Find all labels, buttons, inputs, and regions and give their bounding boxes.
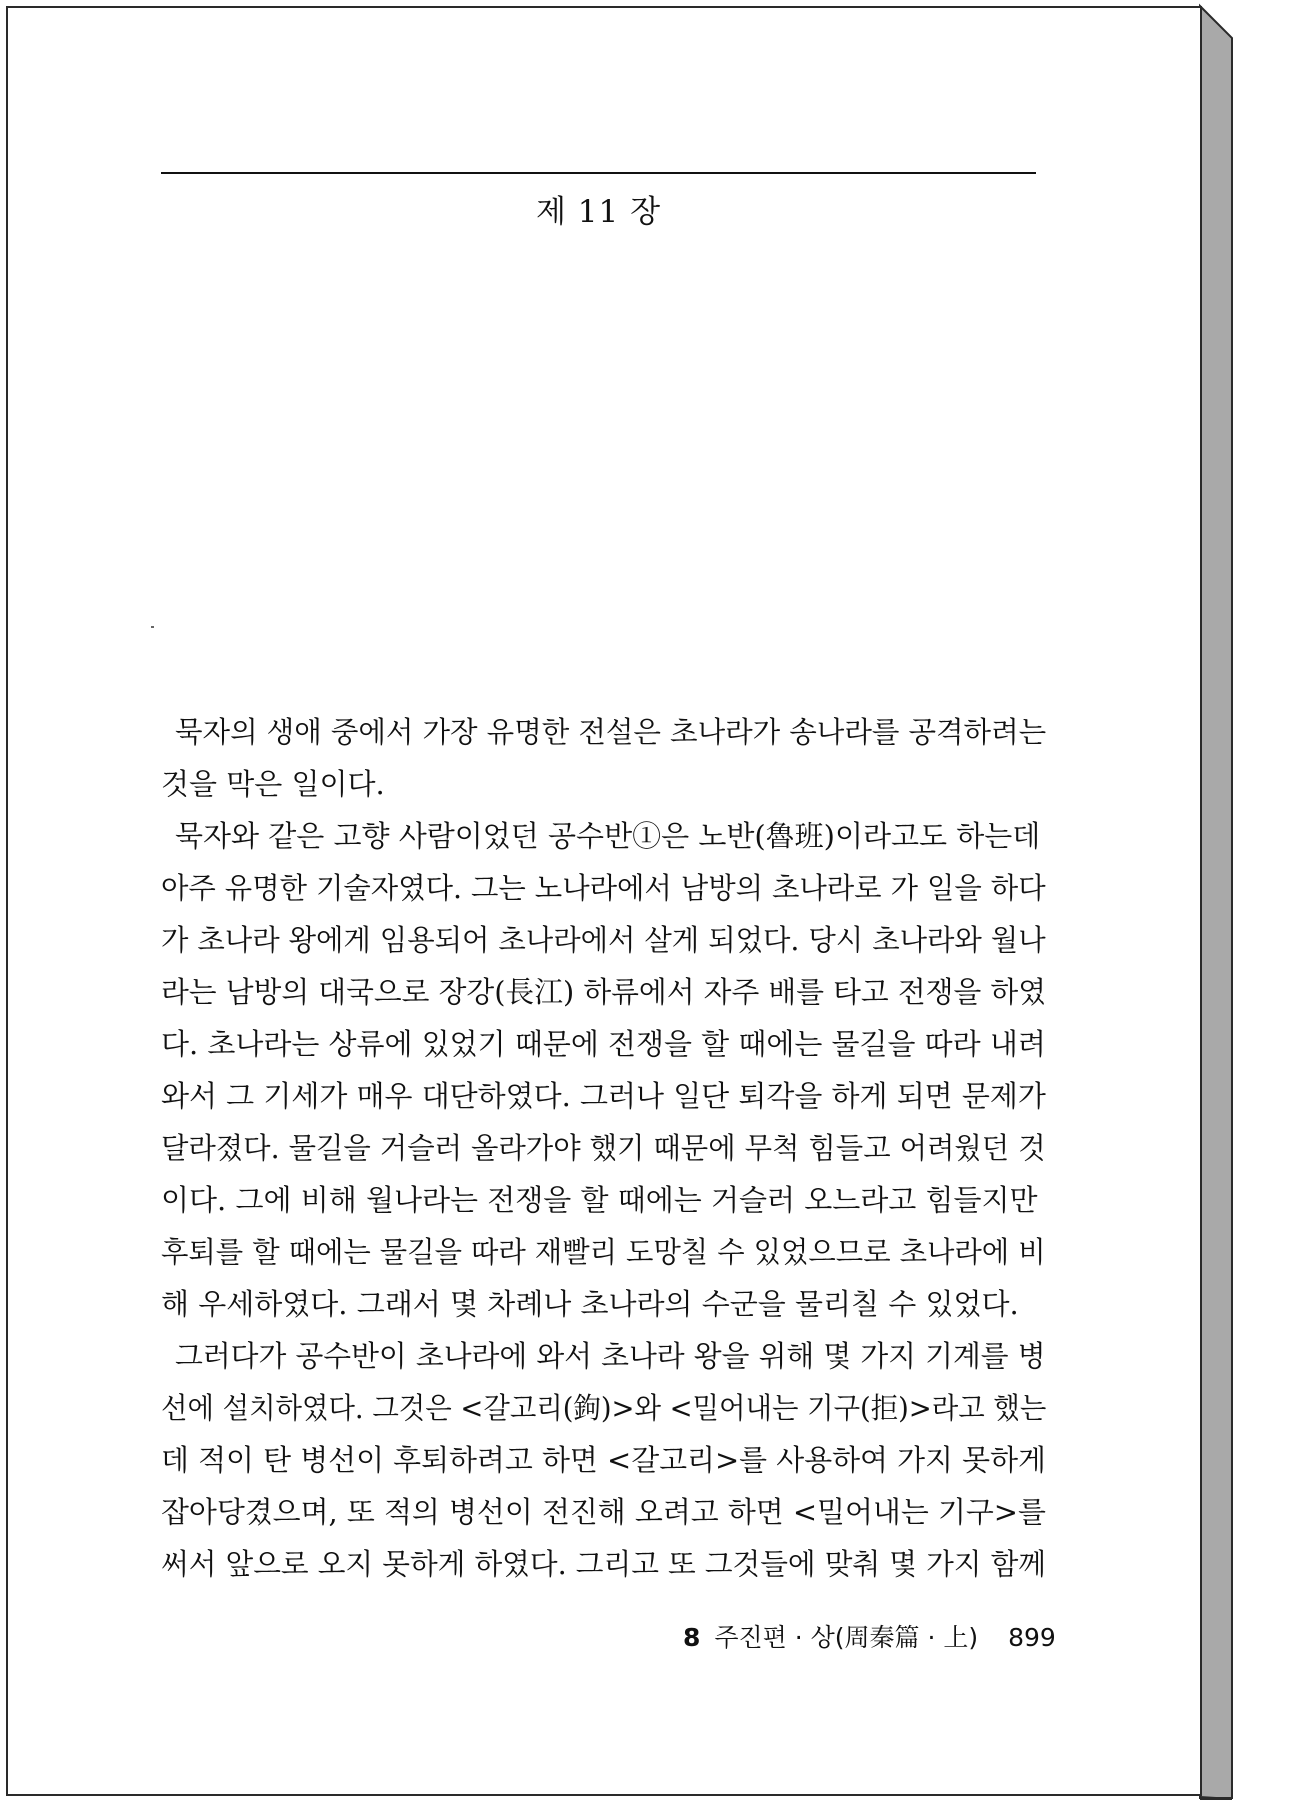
text-line: 선에 설치하였다. 그것은 <갈고리(鉤)>와 <밀어내는 기구(拒)>라고 했는	[161, 1391, 1047, 1425]
text-line: 다. 초나라는 상류에 있었기 때문에 전쟁을 할 때에는 물길을 따라 내려	[161, 1027, 1046, 1061]
text-line: 묵자와 같은 고향 사람이었던 공수반①은 노반(魯班)이라고도 하는데	[175, 819, 1041, 853]
text-line: 데 적이 탄 병선이 후퇴하려고 하면 <갈고리>를 사용하여 가지 못하게	[161, 1443, 1046, 1477]
text-line: 후퇴를 할 때에는 물길을 따라 재빨리 도망칠 수 있었으므로 초나라에 비	[161, 1235, 1046, 1269]
speck-mark	[151, 626, 154, 628]
text-line: 가 초나라 왕에게 임용되어 초나라에서 살게 되었다. 당시 초나라와 월나	[161, 923, 1046, 957]
text-line: 것을 막은 일이다.	[161, 767, 385, 801]
chapter-rule	[161, 172, 1036, 174]
footer-title: 주진편 · 상(周秦篇 · 上)	[714, 1623, 979, 1652]
text-line: 해 우세하였다. 그래서 몇 차례나 초나라의 수군을 물리칠 수 있었다.	[161, 1287, 1019, 1321]
text-line: 그러다가 공수반이 초나라에 와서 초나라 왕을 위해 몇 가지 기계를 병	[175, 1339, 1046, 1373]
text-line: 이다. 그에 비해 월나라는 전쟁을 할 때에는 거슬러 오느라고 힘들지만	[161, 1183, 1038, 1217]
text-line: 묵자의 생애 중에서 가장 유명한 전설은 초나라가 송나라를 공격하려는	[175, 715, 1047, 749]
text-line: 라는 남방의 대국으로 장강(長江) 하류에서 자주 배를 타고 전쟁을 하였	[161, 975, 1047, 1009]
text-line: 달라졌다. 물길을 거슬러 올라가야 했기 때문에 무척 힘들고 어려웠던 것	[161, 1131, 1046, 1165]
chapter-title: 제 11 장	[535, 194, 662, 230]
text-line: 아주 유명한 기술자였다. 그는 노나라에서 남방의 초나라로 가 일을 하다	[161, 871, 1046, 905]
footer-section-number: 8	[683, 1623, 701, 1652]
text-line: 써서 앞으로 오지 못하게 하였다. 그리고 또 그것들에 맞춰 몇 가지 함께	[161, 1547, 1046, 1581]
page-number: 899	[1008, 1623, 1056, 1652]
page-footer	[683, 1618, 1056, 1654]
text-line: 잡아당겼으며, 또 적의 병선이 전진해 오려고 하면 <밀어내는 기구>를	[161, 1495, 1046, 1529]
text-line: 와서 그 기세가 매우 대단하였다. 그러나 일단 퇴각을 하게 되면 문제가	[161, 1079, 1046, 1113]
